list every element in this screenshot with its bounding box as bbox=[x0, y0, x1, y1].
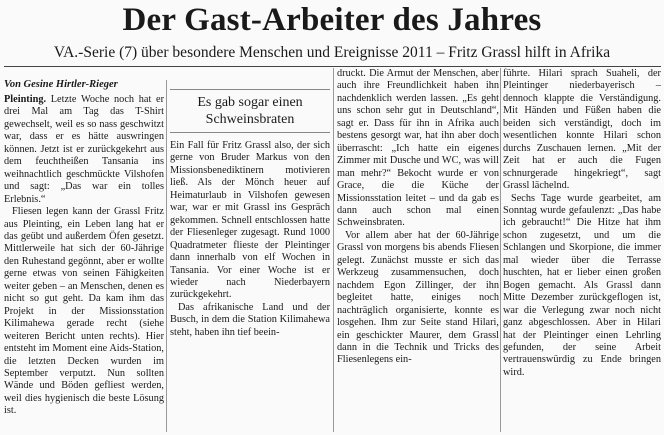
column-2 bbox=[170, 140, 330, 432]
column-1 bbox=[4, 94, 164, 432]
paragraph: führte. Hilari sprach Suaheli, der Pleintinger niederbayerisch – dennoch klappte die Verständigung. Mit Händen und Füßen haben die beiden sich verständigt, doch im wesentlichen konnte Hilari schon durchs Zuschauen lernen. „Mit der Zeit hat er auch die Fugen schnurgerade hingekriegt“, sagt Grassl lächelnd. bbox=[503, 68, 661, 192]
column-3 bbox=[337, 68, 499, 432]
dateline: Pleinting. bbox=[4, 94, 47, 105]
paragraph: Vor allem aber hat der 60-Jährige Grassl von morgens bis abends Fliesen gelegt. Zunächst musste er sich das Werkzeug zusammensuchen, doch nachdem Egon Zillinger, der ihn begleitet hatte, einiges noch nachträglich organisierte, konnte es losgehen. Ihm zur Seite stand Hilari, ein geschickter Maurer, dem Grassl dann in die Technik und Tricks des Fliesenlegens ein- bbox=[337, 229, 499, 366]
headline: Der Gast-Arbeiter des Jahres bbox=[122, 2, 542, 38]
paragraph: Das afrikanische Land und der Busch, in dem die Station Kilimahewa steht, haben ihn tief beein- bbox=[170, 301, 330, 338]
separator-rule bbox=[4, 66, 661, 67]
paragraph: Ein Fall für Fritz Grassl also, der sich gerne von Bruder Markus von den Missionsbenediktinern motivieren ließ. Als der Mönch heuer auf Heimaturlaub in Vilshofen gewesen war, war er mit Grassl ins Gespräch gekommen. Schnell entschlossen hatte der Fliesenleger zugesagt. Rund 1000 Quadratmeter flieste der Pleintinger dann innerhalb von elf Wochen in Tansania. Vor einer Woche ist er wieder nach Niederbayern zurückgekehrt. bbox=[170, 140, 330, 301]
column-rule bbox=[333, 68, 334, 432]
subheadline: VA.-Serie (7) über besondere Menschen und Ereignisse 2011 – Fritz Grassl hilft in Afrika bbox=[53, 44, 611, 61]
paragraph: Sechs Tage wurde gearbeitet, am Sonntag wurde gefaulenzt: „Das habe ich gebraucht!“ Die Hitze hat ihm schon zugesetzt, und um die Schlangen und Skorpione, die immer mal wieder über die Terrasse huschten, hat er lieber einen großen Bogen gemacht. Als Grassl dann Mitte Dezember zurückgeflogen ist, war die Verlegung zwar noch nicht ganz abgeschlossen. Aber in Hilari hat der Pleintinger einen Lehrling gefunden, der seine Arbeit vertrauenswürdig zu Ende bringen wird. bbox=[503, 192, 661, 378]
paragraph bbox=[4, 94, 164, 206]
column-rule bbox=[166, 80, 167, 432]
paragraph-text: Letzte Woche noch hat er drei Mal am Tag das T-Shirt gewechselt, weil es so nass geschwitzt war, dass er es hätte auswringen können. Jetzt ist er zurückgekehrt aus dem feuchtheißen Tansania ins weihnachtlich geschmückte Vilshofen und sagt: „Das war ein tolles Erlebnis.“ bbox=[4, 94, 164, 205]
author-byline: Von Gesine Hirtler-Rieger bbox=[4, 79, 118, 90]
column-4 bbox=[503, 68, 661, 432]
intertitle: Es gab sogar einen Schweinsbraten bbox=[170, 89, 330, 133]
paragraph: druckt. Die Armut der Menschen, aber auch ihre Freundlichkeit haben ihn nachdenklich werden lassen. „Es geht uns schon sehr gut in Deutschland“, sagt er. Dass für ihn in Afrika auch bestens gesorgt war, hat ihn aber doch überrascht: „Ich hatte ein eigenes Zimmer mit Dusche und WC, was will man mehr?“ Bekocht wurde er von Grace, die die Küche der Missionsstation leitet – und da gab es dann auch schon mal einen Schweinsbraten. bbox=[337, 68, 499, 229]
paragraph: Fliesen legen kann der Grassl Fritz aus Pleinting, ein Leben lang hat er das geübt und außerdem Öfen gesetzt. Mittlerweile hat sich der 60-Jährige den Ruhestand gegönnt, aber er wollte gerne etwas von seinen Fähigkeiten weiter geben – an Menschen, denen es nicht so gut geht. Da kam ihm das Projekt in der Missionsstation Kilimahewa gerade recht (siehe weiteren Bericht unten rechts). Hier entsteht im Moment eine Aids-Station, die letzten Decken wurden im September verputzt. Nun sollten Wände und Böden gefliest werden, weil dies hygienisch die beste Lösung ist. bbox=[4, 206, 164, 417]
column-rule bbox=[500, 68, 501, 432]
